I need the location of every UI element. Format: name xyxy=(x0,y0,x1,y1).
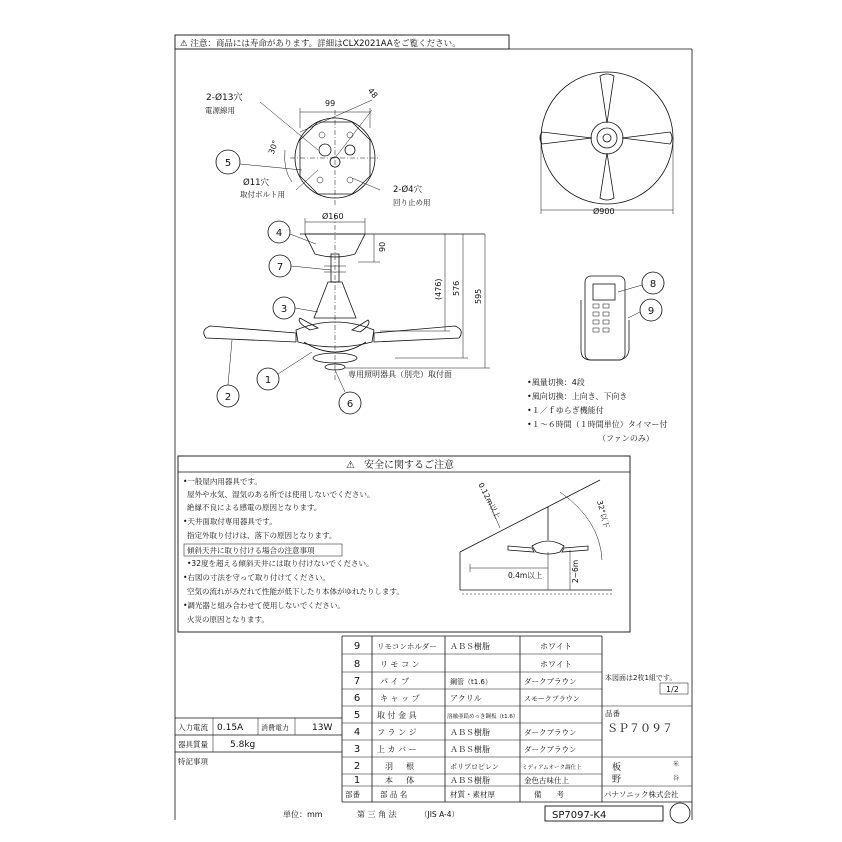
parts-header xyxy=(345,789,564,799)
dim-dia-160: Ø160 xyxy=(322,212,344,221)
remote-feature-3: •１／ｆゆらぎ機能付 xyxy=(527,406,604,415)
remote-feature-2: •風向切換：上向き、下向き xyxy=(527,392,628,401)
parts-row-5 xyxy=(354,710,519,721)
safety-line-6: 傾斜天井に取り付ける場合の注意事項 xyxy=(187,546,315,555)
svg-text:ミディアムオーク調仕上: ミディアムオーク調仕上 xyxy=(522,765,582,771)
spec-power-label: 消費電力 xyxy=(261,724,289,732)
svg-text:5: 5 xyxy=(224,158,232,169)
svg-text:9: 9 xyxy=(647,306,655,317)
svg-text:ＡＢＳ樹脂: ＡＢＳ樹脂 xyxy=(450,745,490,754)
svg-text:9: 9 xyxy=(353,641,361,652)
svg-text:部番: 部番 xyxy=(345,790,360,799)
parts-row-4 xyxy=(354,727,577,738)
dim-stop-hole-sub: 回り止め用 xyxy=(393,198,431,207)
svg-text:ホワイト: ホワイト xyxy=(540,642,572,651)
svg-text:溶融亜鉛めっき鋼板（t1.6）: 溶融亜鉛めっき鋼板（t1.6） xyxy=(447,714,519,720)
spec-special-label: 特記事項 xyxy=(178,757,208,766)
svg-text:6: 6 xyxy=(353,693,361,704)
part-value: ＳＰ７０９７ xyxy=(607,722,673,735)
footer-projection: 第 三 角 法 xyxy=(357,810,397,819)
dim-h-595: 595 xyxy=(474,288,483,304)
safety-line-5: 指定外取り付けは、落下の原因となります。 xyxy=(187,531,337,540)
svg-text:ＡＢＳ樹脂: ＡＢＳ樹脂 xyxy=(450,776,490,785)
dim-light-note: 専用照明器具（別売）取付面 xyxy=(348,370,452,379)
remote-drawing xyxy=(581,276,629,360)
dim-h-90: 90 xyxy=(378,241,387,252)
parts-row-9 xyxy=(354,641,572,652)
svg-text:備 考: 備 考 xyxy=(534,790,564,799)
safety-line-9: 空気の流れがみだれて性能が低下したり本体がゆれたりします。 xyxy=(187,587,404,596)
svg-text:4: 4 xyxy=(353,727,361,738)
svg-text:ダークブラウン: ダークブラウン xyxy=(524,677,577,686)
slope-d04: 0.4m以上 xyxy=(508,571,543,580)
svg-text:材質・素材厚: 材質・素材厚 xyxy=(450,790,495,799)
slope-angle: 32°以下 xyxy=(595,499,612,529)
spec-weight-label: 器具質量 xyxy=(178,740,208,749)
dim-stop-hole: 2-Ø4穴 xyxy=(393,185,423,195)
svg-text:部 品 名: 部 品 名 xyxy=(380,790,408,799)
footer-standard: （JIS A-4） xyxy=(420,810,460,819)
svg-text:8: 8 xyxy=(649,279,657,290)
safety-line-1: •一般屋内用器具です。 xyxy=(183,477,262,486)
revision-circle xyxy=(670,803,690,823)
spec-weight-value: 5.8kg xyxy=(230,740,256,750)
svg-text:上 カ バ ー: 上 カ バ ー xyxy=(377,745,417,754)
sheet-note: 本図面は2枚1組です。 xyxy=(605,674,677,682)
safety-line-11: 火災の原因となります。 xyxy=(187,615,269,624)
safety-line-4: •天井面取付専用器具です。 xyxy=(183,517,277,526)
safety-warn-icon: ⚠ xyxy=(346,460,355,471)
dim-angle-30: 30° xyxy=(266,139,281,156)
parts-row-3 xyxy=(354,744,577,755)
company: パナソニック株式会社 xyxy=(604,790,679,799)
footer-unit: 単位：mm xyxy=(283,810,323,819)
safety-title: 安全に関するご注意 xyxy=(364,460,454,471)
svg-text:アクリル: アクリル xyxy=(450,694,482,703)
remote-feature-1: •風量切換：4段 xyxy=(527,378,585,387)
staff-1: 板 xyxy=(612,763,622,773)
safety-line-7: •32度を超える傾斜天井には取り付けないでください。 xyxy=(187,559,374,568)
dim-h-476: (476) xyxy=(434,278,443,300)
callout-5 xyxy=(216,150,302,174)
svg-text:パ イ プ: パ イ プ xyxy=(380,677,410,686)
drawing-no: SP7097-K4 xyxy=(552,810,607,821)
safety-line-10: •調光器と組み合わせて使用しないでください。 xyxy=(183,601,345,610)
svg-text:リモコンホルダー: リモコンホルダー xyxy=(377,642,437,651)
svg-text:2: 2 xyxy=(353,761,361,772)
parts-row-8 xyxy=(354,659,572,670)
svg-text:3: 3 xyxy=(280,304,288,315)
safety-line-8: •右図の寸法を守って取り付けてください。 xyxy=(183,573,330,582)
dim-hole-power-sub: 電源線用 xyxy=(205,106,235,115)
staff-2: 野 xyxy=(612,775,622,785)
callout-7 xyxy=(269,255,331,277)
svg-text:ホワイト: ホワイト xyxy=(540,660,572,669)
dim-width-48: 48 xyxy=(365,86,380,101)
part-label: 品番 xyxy=(605,709,620,718)
dim-h-576: 576 xyxy=(452,280,461,296)
fan-side-view xyxy=(204,215,490,380)
slope-d012: 0.12m以上 xyxy=(476,481,503,521)
svg-text:7: 7 xyxy=(353,676,361,687)
svg-text:羽 根: 羽 根 xyxy=(385,762,415,771)
parts-row-6 xyxy=(354,693,580,704)
svg-text:7: 7 xyxy=(276,262,284,273)
parts-row-7 xyxy=(354,676,577,687)
svg-text:ＡＢＳ樹脂: ＡＢＳ樹脂 xyxy=(450,642,490,651)
svg-text:フ ラ ン ジ: フ ラ ン ジ xyxy=(377,728,417,737)
dim-bolt-hole-sub: 取付ボルト用 xyxy=(240,190,285,199)
callout-4 xyxy=(268,221,316,244)
svg-text:6: 6 xyxy=(346,399,354,410)
safety-line-2: 屋外や水気、湿気のある所では使用しないでください。 xyxy=(187,490,375,499)
svg-text:1: 1 xyxy=(353,775,361,786)
svg-text:ポリプロピレン: ポリプロピレン xyxy=(450,763,499,771)
spec-current-label: 入力電流 xyxy=(178,723,208,732)
svg-text:リ モ コ ン: リ モ コ ン xyxy=(380,660,420,669)
svg-text:ダークブラウン: ダークブラウン xyxy=(524,728,577,737)
notice-text: ⚠ 注意：商品には寿命があります。詳細はCLX2021AAをご覧ください。 xyxy=(180,39,461,49)
remote-feature-4: •１〜６時間（１時間単位）タイマー付 xyxy=(527,420,668,429)
svg-text:5: 5 xyxy=(353,710,361,721)
svg-text:1: 1 xyxy=(264,375,272,386)
callout-3 xyxy=(273,297,318,319)
svg-text:キ ャ ッ プ: キ ャ ッ プ xyxy=(380,694,420,703)
sheet-no: 1/2 xyxy=(666,685,679,694)
svg-text:鋼管（t1.6）: 鋼管（t1.6） xyxy=(450,678,492,686)
callout-9 xyxy=(628,299,662,321)
parts-row-1 xyxy=(354,775,570,786)
svg-text:本 体: 本 体 xyxy=(385,776,415,785)
callout-1 xyxy=(257,352,312,390)
dim-dia-900: Ø900 xyxy=(593,207,615,216)
dim-bolt-hole: Ø11穴 xyxy=(243,178,270,188)
svg-text:ダークブラウン: ダークブラウン xyxy=(524,745,577,754)
dim-hole-power: 2-Ø13穴 xyxy=(206,93,243,103)
staff-1b: 米 xyxy=(673,761,680,768)
fan-plan-view xyxy=(540,72,673,214)
svg-text:ＡＢＳ樹脂: ＡＢＳ樹脂 xyxy=(450,728,490,737)
svg-text:スモークブラウン: スモークブラウン xyxy=(524,695,580,703)
slope-d26: 2~6m xyxy=(571,559,580,583)
svg-text:2: 2 xyxy=(224,392,232,403)
dim-width-99: 99 xyxy=(325,99,336,108)
spec-power-value: 13W xyxy=(312,723,333,733)
svg-text:4: 4 xyxy=(275,228,283,239)
spec-current-value: 0.15A xyxy=(217,723,244,733)
remote-feature-5: （ファンのみ） xyxy=(598,434,654,443)
svg-text:3: 3 xyxy=(353,744,361,755)
callout-2 xyxy=(217,340,239,407)
svg-text:金色古味仕上: 金色古味仕上 xyxy=(524,776,569,785)
safety-line-3: 絶縁不良による感電の原因となります。 xyxy=(187,503,322,512)
svg-text:取 付 金 具: 取 付 金 具 xyxy=(377,711,417,720)
svg-text:8: 8 xyxy=(353,659,361,670)
staff-2b: 谷 xyxy=(673,775,680,782)
parts-row-2 xyxy=(354,761,582,772)
